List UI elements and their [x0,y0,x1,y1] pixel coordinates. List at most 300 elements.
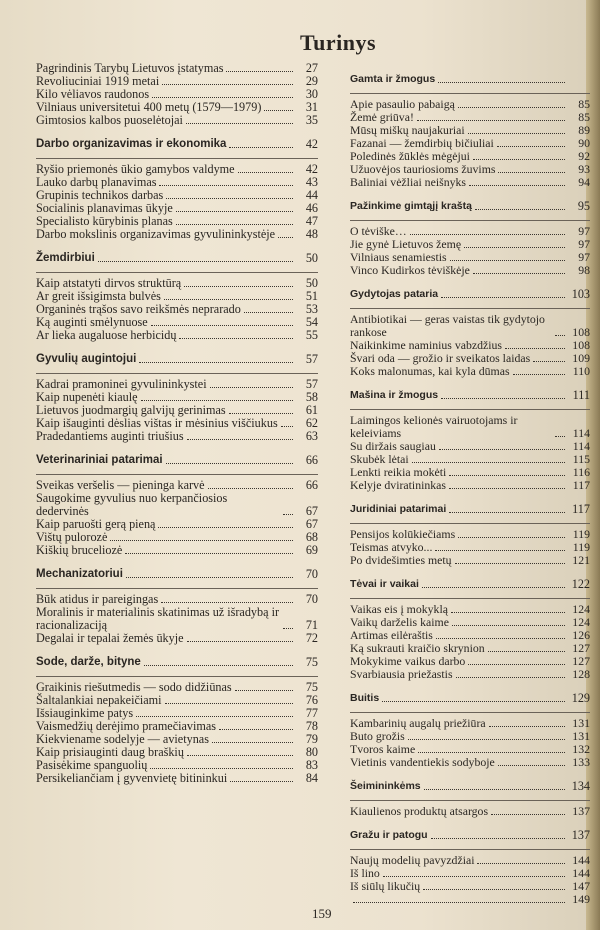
toc-page-number: 57 [305,352,318,366]
toc-title: Mechanizatoriui [36,568,123,580]
toc-page-number: 85 [578,110,590,124]
toc-title: Jie gynė Lietuvos žemę [350,237,462,251]
toc-page-number: 147 [572,879,590,893]
toc-title: Gamta ir žmogus [350,73,436,85]
dot-leader [176,224,293,225]
dot-leader [278,237,293,238]
toc-page-number: 110 [572,364,590,378]
toc-page-number: 77 [305,706,318,720]
dot-leader [208,488,293,489]
toc-page-number: 44 [305,188,318,202]
toc-page-number: 129 [571,691,590,705]
toc-title: Apie pasaulio pabaigą [350,97,455,111]
dot-leader [513,374,565,375]
dot-leader [230,781,293,782]
dot-leader [283,514,293,515]
toc-title: Darbo mokslinis organizavimas gyvulininkystėje [36,227,276,241]
toc-page-number: 43 [305,175,318,189]
toc-title: Buitis [350,692,380,704]
toc-title: Artimas eilėraštis [350,628,433,642]
toc-title: Mašina ir žmogus [350,389,439,401]
toc-title: Mūsų miškų naujakuriai [350,123,465,137]
toc-title: Naikinkime naminius vabzdžius [350,338,503,352]
toc-entry [350,176,590,189]
toc-title: Teismas atvyko... [350,540,433,554]
toc-title: Kiaulienos produktų atsargos [350,804,489,818]
toc-page-number: 69 [305,543,318,557]
dot-leader [449,488,565,489]
toc-title: Ką sukrauti kraičio skrynion [350,641,485,655]
dot-leader [498,172,565,173]
dot-leader [238,172,293,173]
toc-title: Buto grožis [350,729,405,743]
toc-title: Kambarinių augalų priežiūra [350,716,486,730]
dot-leader [555,436,565,437]
toc-page-number: 76 [305,693,318,707]
toc-title: Gyvulių augintojui [36,353,137,365]
toc-page-number: 131 [572,716,590,730]
toc-entry [350,756,590,769]
toc-entry [36,606,318,632]
toc-page-number: 131 [572,729,590,743]
toc-page-number: 111 [572,388,590,402]
toc-page-number: 115 [572,452,590,466]
toc-title: Revoliuciniai 1919 metai [36,74,160,88]
dot-leader [161,602,293,603]
toc-page-number: 97 [578,237,590,251]
toc-title: Gimtosios kalbos puoselėtojai [36,113,183,127]
toc-title: Grupinis technikos darbas [36,188,164,202]
toc-title: Iš siūlų likučių [350,879,421,893]
toc-page-number: 79 [305,732,318,746]
dot-leader [458,537,565,538]
dot-leader [283,628,293,629]
toc-page-number: 42 [305,162,318,176]
dot-leader [410,234,565,235]
dot-leader [150,768,293,769]
dot-leader [179,338,293,339]
toc-title: Vilniaus senamiestis [350,250,447,264]
dot-leader [441,297,565,298]
toc-page-number: 133 [572,755,590,769]
toc-title: Gydytojas pataria [350,288,439,300]
toc-entry [350,365,590,378]
toc-title: Ar lieka augaluose herbicidų [36,328,177,342]
toc-title: Vinco Kudirkos tėviškėje [350,263,470,277]
toc-title: Šaltalankiai nepakeičiami [36,693,162,707]
toc-title: Vištų pulorozė [36,530,108,544]
toc-title: Būk atidus ir pareigingas [36,592,159,606]
dot-leader [441,398,565,399]
toc-page-number: 92 [578,149,590,163]
toc-title: Išsiauginkime patys [36,706,134,720]
toc-page-number: 121 [572,553,590,567]
page-number: 159 [312,906,332,921]
toc-page-number: 50 [305,251,318,265]
toc-entry [36,544,318,557]
toc-title: Ar greit išsigimsta bulvės [36,289,161,303]
toc-title: Vaikas eis į mokyklą [350,602,448,616]
toc-page-number: 47 [305,214,318,228]
toc-page-number: 68 [305,530,318,544]
toc-page-number: 119 [572,527,590,541]
toc-section-heading [350,692,590,713]
dot-leader [424,789,565,790]
toc-section-heading [36,138,318,159]
toc-page-number: 54 [305,315,318,329]
toc-title: Juridiniai patarimai [350,503,447,515]
toc-page-number: 42 [305,137,318,151]
toc-section-heading [36,656,318,677]
toc-title: Fazanai — žemdirbių bičiuliai [350,136,494,150]
toc-title: Vaismedžių derėjimo pramečiavimas [36,719,217,733]
toc-section-heading [36,454,318,475]
toc-section-heading [36,568,318,589]
dot-leader [144,665,293,666]
toc-page-number: 48 [305,227,318,241]
toc-entry [36,329,318,342]
toc-title: Veterinariniai patarimai [36,454,163,466]
dot-leader [455,563,565,564]
toc-page-number: 57 [305,377,318,391]
toc-title: Kaip nupenėti kiaulę [36,390,138,404]
dot-leader [353,902,565,903]
toc-page-number: 67 [305,504,318,518]
dot-leader [136,716,293,717]
toc-page-number: 124 [572,602,590,616]
toc-title: Socialinis planavimas ūkyje [36,201,173,215]
toc-title: Pagrindinis Tarybų Lietuvos įstatymas [36,61,224,75]
toc-section-heading [36,252,318,273]
dot-leader [491,814,565,815]
page-title: Turinys [300,30,377,55]
toc-page-number: 134 [571,779,590,793]
toc-title: Sode, darže, bityne [36,656,141,668]
toc-page-number: 70 [305,592,318,606]
dot-leader [229,147,293,148]
dot-leader [449,475,565,476]
toc-entry [36,772,318,785]
toc-title: Kelyje dviratininkas [350,478,446,492]
toc-section-heading [350,389,590,410]
toc-title: Mokykime vaikus darbo [350,654,466,668]
toc-title: Organinės trąšos savo reikšmės nepraradо [36,302,241,316]
toc-page-number: 116 [572,465,590,479]
dot-leader [184,286,293,287]
dot-leader [451,612,565,613]
toc-section-heading [350,288,590,309]
toc-entry [350,893,590,906]
dot-leader [162,84,293,85]
toc-page-number: 108 [572,325,590,339]
toc-title: Saugokime gyvulius nuo kerpančiosios dedervinės [36,491,228,518]
toc-title: Kaip išauginti dėslias vištas ir mėsinius viščiukus [36,416,278,430]
dot-leader [412,462,565,463]
toc-section-heading [350,503,590,524]
dot-leader [383,876,565,877]
toc-page-number: 124 [572,615,590,629]
toc-title: Pensijos kolūkiečiams [350,527,456,541]
dot-leader [468,664,565,665]
toc-page-number: 84 [305,771,318,785]
toc-title: Graikinis riešutmedis — sodo didžiūnas [36,680,232,694]
toc-entry [350,805,590,818]
toc-section-heading [36,353,318,374]
toc-page-number: 144 [572,866,590,880]
dot-leader [126,577,293,578]
dot-leader [166,463,293,464]
dot-leader [458,107,565,108]
dot-leader [417,120,565,121]
toc-title: Šeimininkėms [350,780,421,792]
toc-entry [36,492,318,518]
toc-title: Švari oda — grožio ir sveikatos laidas [350,351,531,365]
toc-page-number: 95 [577,199,590,213]
toc-page-number: 53 [305,302,318,316]
dot-leader [422,587,565,588]
toc-page-number: 117 [572,478,590,492]
dot-leader [152,97,293,98]
toc-title: Darbo organizavimas ir ekonomika [36,138,227,150]
dot-leader [439,449,565,450]
dot-leader [436,638,565,639]
toc-title: Kaip prisiauginti daug braškių [36,745,184,759]
dot-leader [110,540,293,541]
dot-leader [139,362,293,363]
toc-title: Tėvai ir vaikai [350,578,419,590]
dot-leader [187,439,293,440]
toc-section-heading [350,73,590,94]
dot-leader [468,133,565,134]
toc-title: Lauko darbų planavimas [36,175,157,189]
toc-title: Kiškių bruceliozė [36,543,123,557]
toc-title: Lenkti reikia mokėti [350,465,447,479]
toc-entry [350,479,590,492]
toc-page-number: 85 [578,97,590,111]
toc-title: Kaip atstatyti dirvos struktūrą [36,276,182,290]
toc-page-number: 94 [578,175,590,189]
dot-leader [125,553,293,554]
toc-page-number: 35 [305,113,318,127]
toc-title: Žemdirbiui [36,252,95,264]
toc-page-number: 119 [572,540,590,554]
toc-page-number: 46 [305,201,318,215]
toc-page-number: 83 [305,758,318,772]
toc-page-number: 144 [572,853,590,867]
toc-entry [36,430,318,443]
toc-title: Tvoros kaime [350,742,416,756]
toc-entry [36,632,318,645]
dot-leader [555,335,565,336]
toc-title: Laimingos kelionės vairuotojams ir keleiviams [350,413,518,440]
toc-title: Degalai ir tepalai žemės ūkyje [36,631,184,645]
toc-page-number: 109 [572,351,590,365]
dot-leader [151,325,293,326]
toc-title: Svarbiausia priežastis [350,667,453,681]
dot-leader [450,260,565,261]
toc-title: Kaip paruošti gerą pieną [36,517,156,531]
dot-leader [212,742,293,743]
toc-page-number: 63 [305,429,318,443]
toc-page-number: 117 [572,502,590,516]
dot-leader [418,752,565,753]
toc-page-number: 58 [305,390,318,404]
dot-leader [226,71,293,72]
toc-entry [350,854,590,867]
toc-page-number: 72 [305,631,318,645]
toc-page-number: 149 [572,892,590,906]
dot-leader [186,123,293,124]
toc-title: Lietuvos juodmargių galvijų gerinimas [36,403,226,417]
toc-section-heading [350,200,590,221]
toc-title: Moralinis ir materialinis skatinimas už išradybą ir racionalizaciją [36,605,280,632]
dot-leader [219,729,293,730]
toc-title: Ką auginti smėlynuose [36,315,148,329]
toc-page-number: 78 [305,719,318,733]
dot-leader [176,211,293,212]
toc-title: Užuovėjos tauriosioms žuvims [350,162,496,176]
toc-page-number: 103 [571,287,590,301]
toc-title: Sveikas veršelis — pieninga karvė [36,478,205,492]
toc-page-number: 93 [578,162,590,176]
dot-leader [489,726,565,727]
dot-leader [473,159,565,160]
toc-title: Kadrai pramoninei gyvulininkystei [36,377,207,391]
dot-leader [464,247,565,248]
dot-leader [469,185,565,186]
toc-title: Pasisėkime spanguolių [36,758,148,772]
toc-page-number: 29 [305,74,318,88]
toc-page-number: 137 [571,828,590,842]
toc-entry [350,880,590,893]
dot-leader [281,426,293,427]
toc-section-heading [350,829,590,850]
toc-page-number: 27 [305,61,318,75]
toc-title: Po dvidešimties metų [350,553,452,567]
toc-title: Kiekviename sodelyje — avietynas [36,732,209,746]
toc-page-number: 90 [578,136,590,150]
toc-entry [350,313,590,339]
toc-entry [36,114,318,127]
dot-leader [497,146,565,147]
toc-page-number: 128 [572,667,590,681]
dot-leader [498,765,565,766]
toc-page-number: 51 [305,289,318,303]
dot-leader [473,273,565,274]
toc-entry [350,554,590,567]
toc-page-number: 61 [305,403,318,417]
toc-page-number: 75 [305,680,318,694]
toc-title: Vaikų darželis kaime [350,615,449,629]
dot-leader [141,400,293,401]
toc-title: Pradedantiems auginti triušius [36,429,184,443]
toc-page-number: 97 [578,224,590,238]
dot-leader [408,739,565,740]
dot-leader [533,361,565,362]
toc-title: Su diržais saugiau [350,439,436,453]
toc-page-number: 127 [572,641,590,655]
toc-title: Pažinkime gimtąjį kraštą [350,200,472,212]
dot-leader [456,677,565,678]
toc-title: Iš lino [350,866,380,880]
toc-page-number: 75 [305,655,318,669]
toc-page-number: 114 [572,426,590,440]
toc-title: Skubėk lėtai [350,452,409,466]
toc-entry [350,668,590,681]
toc-section-heading [350,578,590,599]
dot-leader [235,690,293,691]
toc-title: Gražu ir patogu [350,829,428,841]
toc-page-number: 98 [578,263,590,277]
toc-page-number: 97 [578,250,590,264]
dot-leader [475,209,565,210]
toc-page-number: 62 [305,416,318,430]
toc-page-number: 30 [305,87,318,101]
toc-title: Naujų modelių pavyzdžiai [350,853,475,867]
toc-page-number: 108 [572,338,590,352]
toc-section-heading [350,780,590,801]
toc-page-number: 89 [578,123,590,137]
dot-leader [382,701,565,702]
toc-title: Antibiotikai — geras vaistas tik gydytojo rankose [350,312,545,339]
dot-leader [158,527,293,528]
toc-page-number: 66 [305,478,318,492]
toc-page-number: 114 [572,439,590,453]
dot-leader [505,348,565,349]
toc-page-number: 71 [305,618,318,632]
toc-page-number: 80 [305,745,318,759]
toc-title: Kilo vėliavos raudonos [36,87,150,101]
toc-title: Koks malonumas, kai kyla dūmas [350,364,510,378]
toc-page-number: 132 [572,742,590,756]
dot-leader [159,185,293,186]
toc-entry [350,264,590,277]
dot-leader [164,299,293,300]
dot-leader [210,387,293,388]
toc-page-number: 67 [305,517,318,531]
toc-page-number: 66 [305,453,318,467]
dot-leader [488,651,565,652]
toc-page-number: 137 [572,804,590,818]
toc-title: Specialisto kūrybinis planas [36,214,173,228]
dot-leader [477,863,565,864]
toc-page-number: 50 [305,276,318,290]
dot-leader [187,641,293,642]
dot-leader [187,755,293,756]
toc-entry [350,414,590,440]
dot-leader [244,312,293,313]
toc-page-number: 70 [305,567,318,581]
toc-right-column [350,62,590,906]
dot-leader [435,550,565,551]
toc-left-column [36,62,318,785]
dot-leader [166,198,293,199]
dot-leader [423,889,565,890]
dot-leader [431,838,565,839]
toc-title: Žemė griūva! [350,110,414,124]
toc-page-number: 122 [571,577,590,591]
toc-page-number: 126 [572,628,590,642]
dot-leader [165,703,293,704]
dot-leader [449,512,565,513]
toc-title: Poledinės žūklės mėgėjui [350,149,470,163]
toc-page-number: 127 [572,654,590,668]
toc-title: Persikeliančiam į gyvenvietę bitininkui [36,771,228,785]
toc-page-number: 55 [305,328,318,342]
toc-title: O tėviške… [350,224,407,238]
toc-page-number: 31 [305,100,318,114]
toc-title: Ryšio priemonės ūkio gamybos valdyme [36,162,235,176]
